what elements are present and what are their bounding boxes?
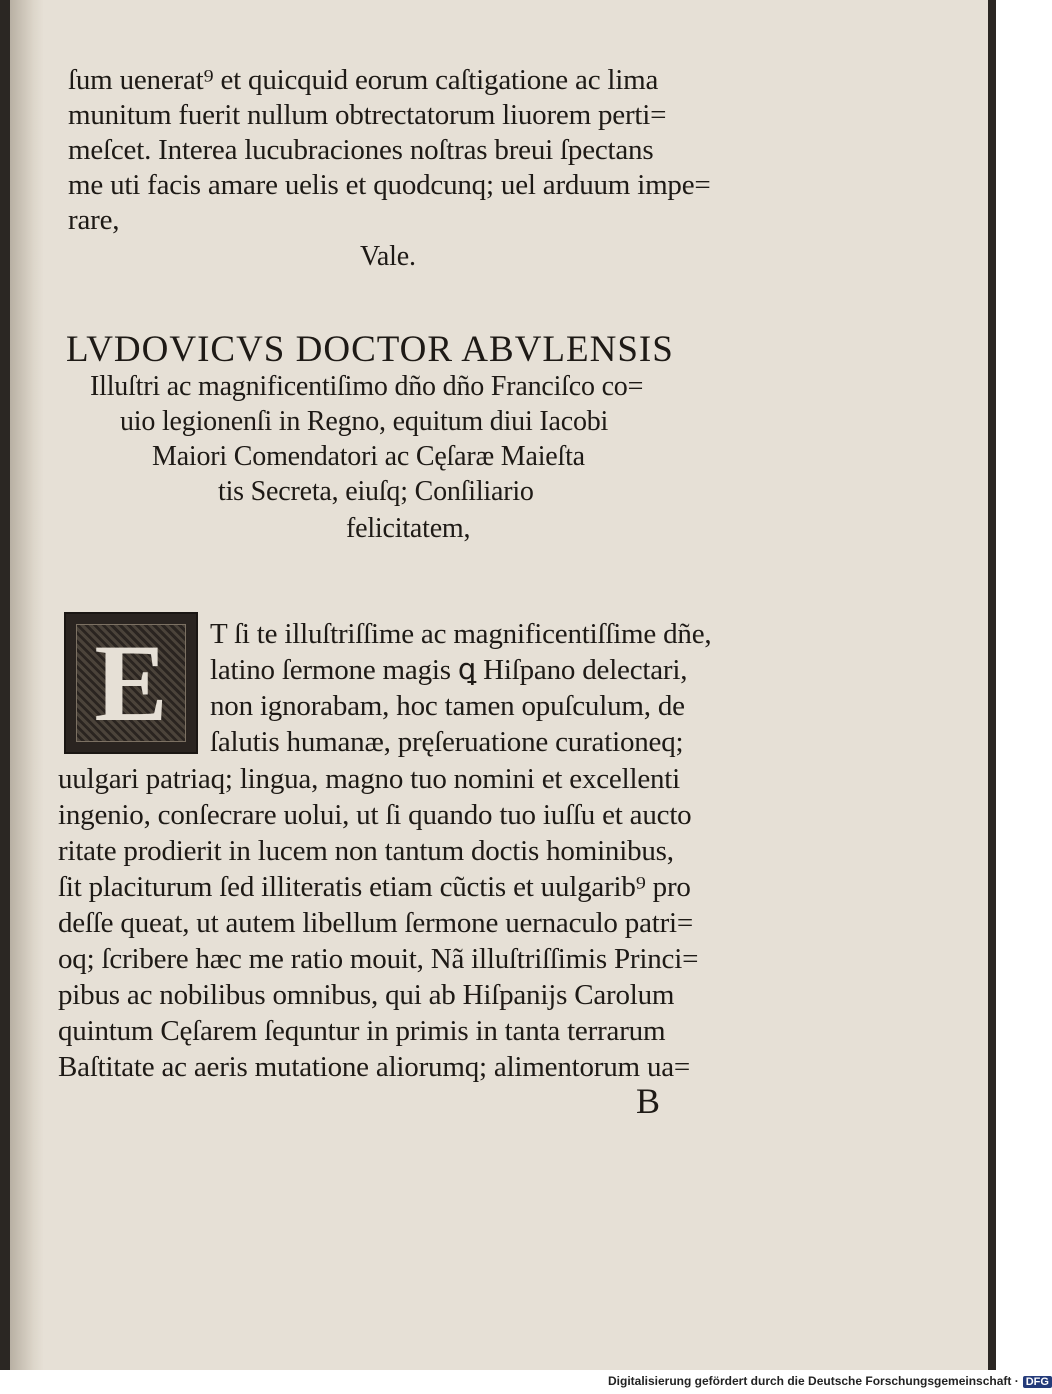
dedication-line: uio legionenſi in Regno, equitum diui Iacobi	[120, 406, 609, 437]
text-line: quintum Cęſarem ſequntur in primis in tanta terrarum	[58, 1015, 666, 1047]
text-line: munitum fuerit nullum obtrectatorum liuorem perti=	[68, 99, 667, 131]
text-line: ritate prodierit in lucem non tantum doctis hominibus,	[58, 835, 674, 867]
text-line: T ſi te illuſtriſſime ac magnificentiſſime dñe,	[210, 618, 712, 650]
text-line: ſalutis humanæ, pręſeruatione curationeq;	[210, 726, 684, 758]
initial-letter: E	[94, 622, 168, 744]
text-line: uulgari patriaq; lingua, magno tuo nomini et excellenti	[58, 763, 681, 795]
credit-text: Digitalisierung gefördert durch die Deutsche Forschungsgemeinschaft ·	[608, 1374, 1019, 1388]
text-line: Baſtitate ac aeris mutatione aliorumq; alimentorum ua=	[58, 1051, 691, 1083]
dfg-logo: DFG	[1023, 1376, 1052, 1388]
text-line: meſcet. Interea lucubraciones noſtras breui ſpectans	[68, 134, 654, 166]
decorated-initial	[64, 612, 198, 754]
text-line: pibus ac nobilibus omnibus, qui ab Hiſpanijs Carolum	[58, 979, 675, 1011]
text-line: ſit placiturum ſed illiteratis etiam cũctis et uulgarib⁹ pro	[58, 871, 691, 903]
signature-mark: B	[636, 1081, 661, 1121]
dedication-line: tis Secreta, eiuſq; Conſiliario	[218, 476, 534, 507]
text-line: non ignorabam, hoc tamen opuſculum, de	[210, 690, 685, 722]
text-line: ſum uenerat⁹ et quicquid eorum caſtigatione ac lima	[68, 64, 659, 96]
text-line: ingenio, conſecrare uolui, ut ſi quando tuo iuſſu et aucto	[58, 799, 692, 831]
dedication-line: Illuſtri ac magnificentiſimo dño dño Franciſco co=	[90, 371, 644, 402]
text-line: rare,	[68, 204, 120, 236]
dedication-line: Maiori Comendatori ac Cęſaræ Maieſta	[152, 441, 585, 472]
section-heading: LVDOVICVS DOCTOR ABVLENSIS	[66, 329, 674, 370]
digitization-credit	[608, 1374, 1052, 1388]
text-line: deſſe queat, ut autem libellum ſermone uernaculo patri=	[58, 907, 694, 939]
page-edge-right	[988, 0, 996, 1370]
closing-vale: Vale.	[360, 241, 416, 272]
text-line: me uti facis amare uelis et quodcunq; uel arduum impe=	[68, 169, 711, 201]
binding-gutter	[10, 0, 44, 1370]
text-line: latino ſermone magis ꝗ Hiſpano delectari,	[210, 654, 688, 686]
page-edge-left	[0, 0, 10, 1370]
text-line: oq; ſcribere hæc me ratio mouit, Nã illuſtriſſimis Princi=	[58, 943, 699, 975]
dedication-line: felicitatem,	[346, 513, 471, 544]
